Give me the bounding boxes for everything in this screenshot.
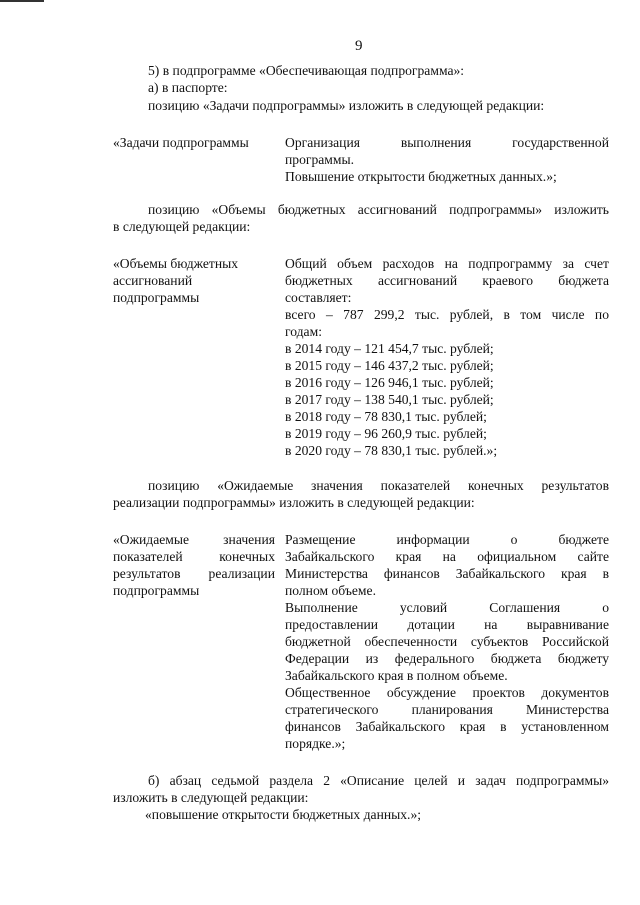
results-value-line: финансов Забайкальского края в установленном	[285, 719, 609, 734]
tasks-value-line: программы.	[285, 152, 355, 167]
section-b-line-1: б) абзац седьмой раздела 2 «Описание целей и задач подпрограммы»	[148, 773, 609, 788]
volumes-year-line: в 2016 году – 126 946,1 тыс. рублей;	[285, 375, 494, 390]
volumes-year-line: в 2017 году – 138 540,1 тыс. рублей;	[285, 392, 494, 407]
results-value-line: Размещение информации о бюджете	[285, 532, 609, 547]
results-value-line: Министерства финансов Забайкальского края в	[285, 566, 609, 581]
volumes-label-line: «Объемы бюджетных	[113, 256, 239, 271]
tasks-value-line: Организация выполнения государственной	[285, 135, 609, 150]
section-b-line-2: изложить в следующей редакции:	[113, 790, 309, 805]
volumes-year-line: в 2018 году – 78 830,1 тыс. рублей;	[285, 409, 487, 424]
intro-line-1: 5) в подпрограмме «Обеспечивающая подпрограмма»:	[148, 63, 465, 78]
results-label-line: «Ожидаемые значения	[113, 532, 275, 547]
results-value-line: предоставлении дотации на выравнивание	[285, 617, 609, 632]
results-intro-line-1: позицию «Ожидаемые значения показателей конечных результатов	[148, 478, 609, 493]
results-value-line: стратегического планирования Министерства	[285, 702, 609, 717]
results-value-line: Выполнение условий Соглашения о	[285, 600, 609, 615]
results-label-line: показателей конечных	[113, 549, 275, 564]
volumes-value-line: бюджетных ассигнований краевого бюджета	[285, 273, 609, 288]
volumes-value-line: всего – 787 299,2 тыс. рублей, в том числе по	[285, 307, 609, 322]
volumes-label-line: ассигнований	[113, 273, 193, 288]
intro-line-3: позицию «Задачи подпрограммы» изложить в следующей редакции:	[148, 98, 545, 113]
tasks-label: «Задачи подпрограммы	[113, 135, 249, 150]
results-value-line: Федерации из федерального бюджета бюджету	[285, 651, 609, 666]
volumes-intro-line-2: в следующей редакции:	[113, 219, 251, 234]
volumes-value-line: составляет:	[285, 290, 352, 305]
volumes-value-line: Общий объем расходов на подпрограмму за счет	[285, 256, 609, 271]
results-value-line: порядке.»;	[285, 736, 346, 751]
volumes-label-line: подпрограммы	[113, 290, 200, 305]
page-number: 9	[355, 38, 363, 54]
results-label-line: подпрограммы	[113, 583, 200, 598]
volumes-value-line: годам:	[285, 324, 322, 339]
results-label-line: результатов реализации	[113, 566, 275, 581]
results-value-line: бюджетной обеспеченности субъектов Российской	[285, 634, 609, 649]
volumes-year-line: в 2019 году – 96 260,9 тыс. рублей;	[285, 426, 487, 441]
volumes-year-line: в 2014 году – 121 454,7 тыс. рублей;	[285, 341, 494, 356]
corner-mark	[0, 0, 44, 2]
volumes-year-line: в 2020 году – 78 830,1 тыс. рублей.»;	[285, 443, 498, 458]
results-intro-line-2: реализации подпрограммы» изложить в следующей редакции:	[113, 495, 475, 510]
results-value-line: Забайкальского края в полном объеме.	[285, 668, 508, 683]
results-value-line: Общественное обсуждение проектов документов	[285, 685, 609, 700]
volumes-year-line: в 2015 году – 146 437,2 тыс. рублей;	[285, 358, 494, 373]
tasks-value-line: Повышение открытости бюджетных данных.»;	[285, 169, 557, 184]
volumes-intro-line-1: позицию «Объемы бюджетных ассигнований подпрограммы» изложить	[148, 202, 609, 217]
section-b-line-3: «повышение открытости бюджетных данных.»;	[145, 807, 422, 822]
results-value-line: полном объеме.	[285, 583, 376, 598]
results-value-line: Забайкальского края на официальном сайте	[285, 549, 609, 564]
intro-line-2: а) в паспорте:	[148, 80, 228, 95]
